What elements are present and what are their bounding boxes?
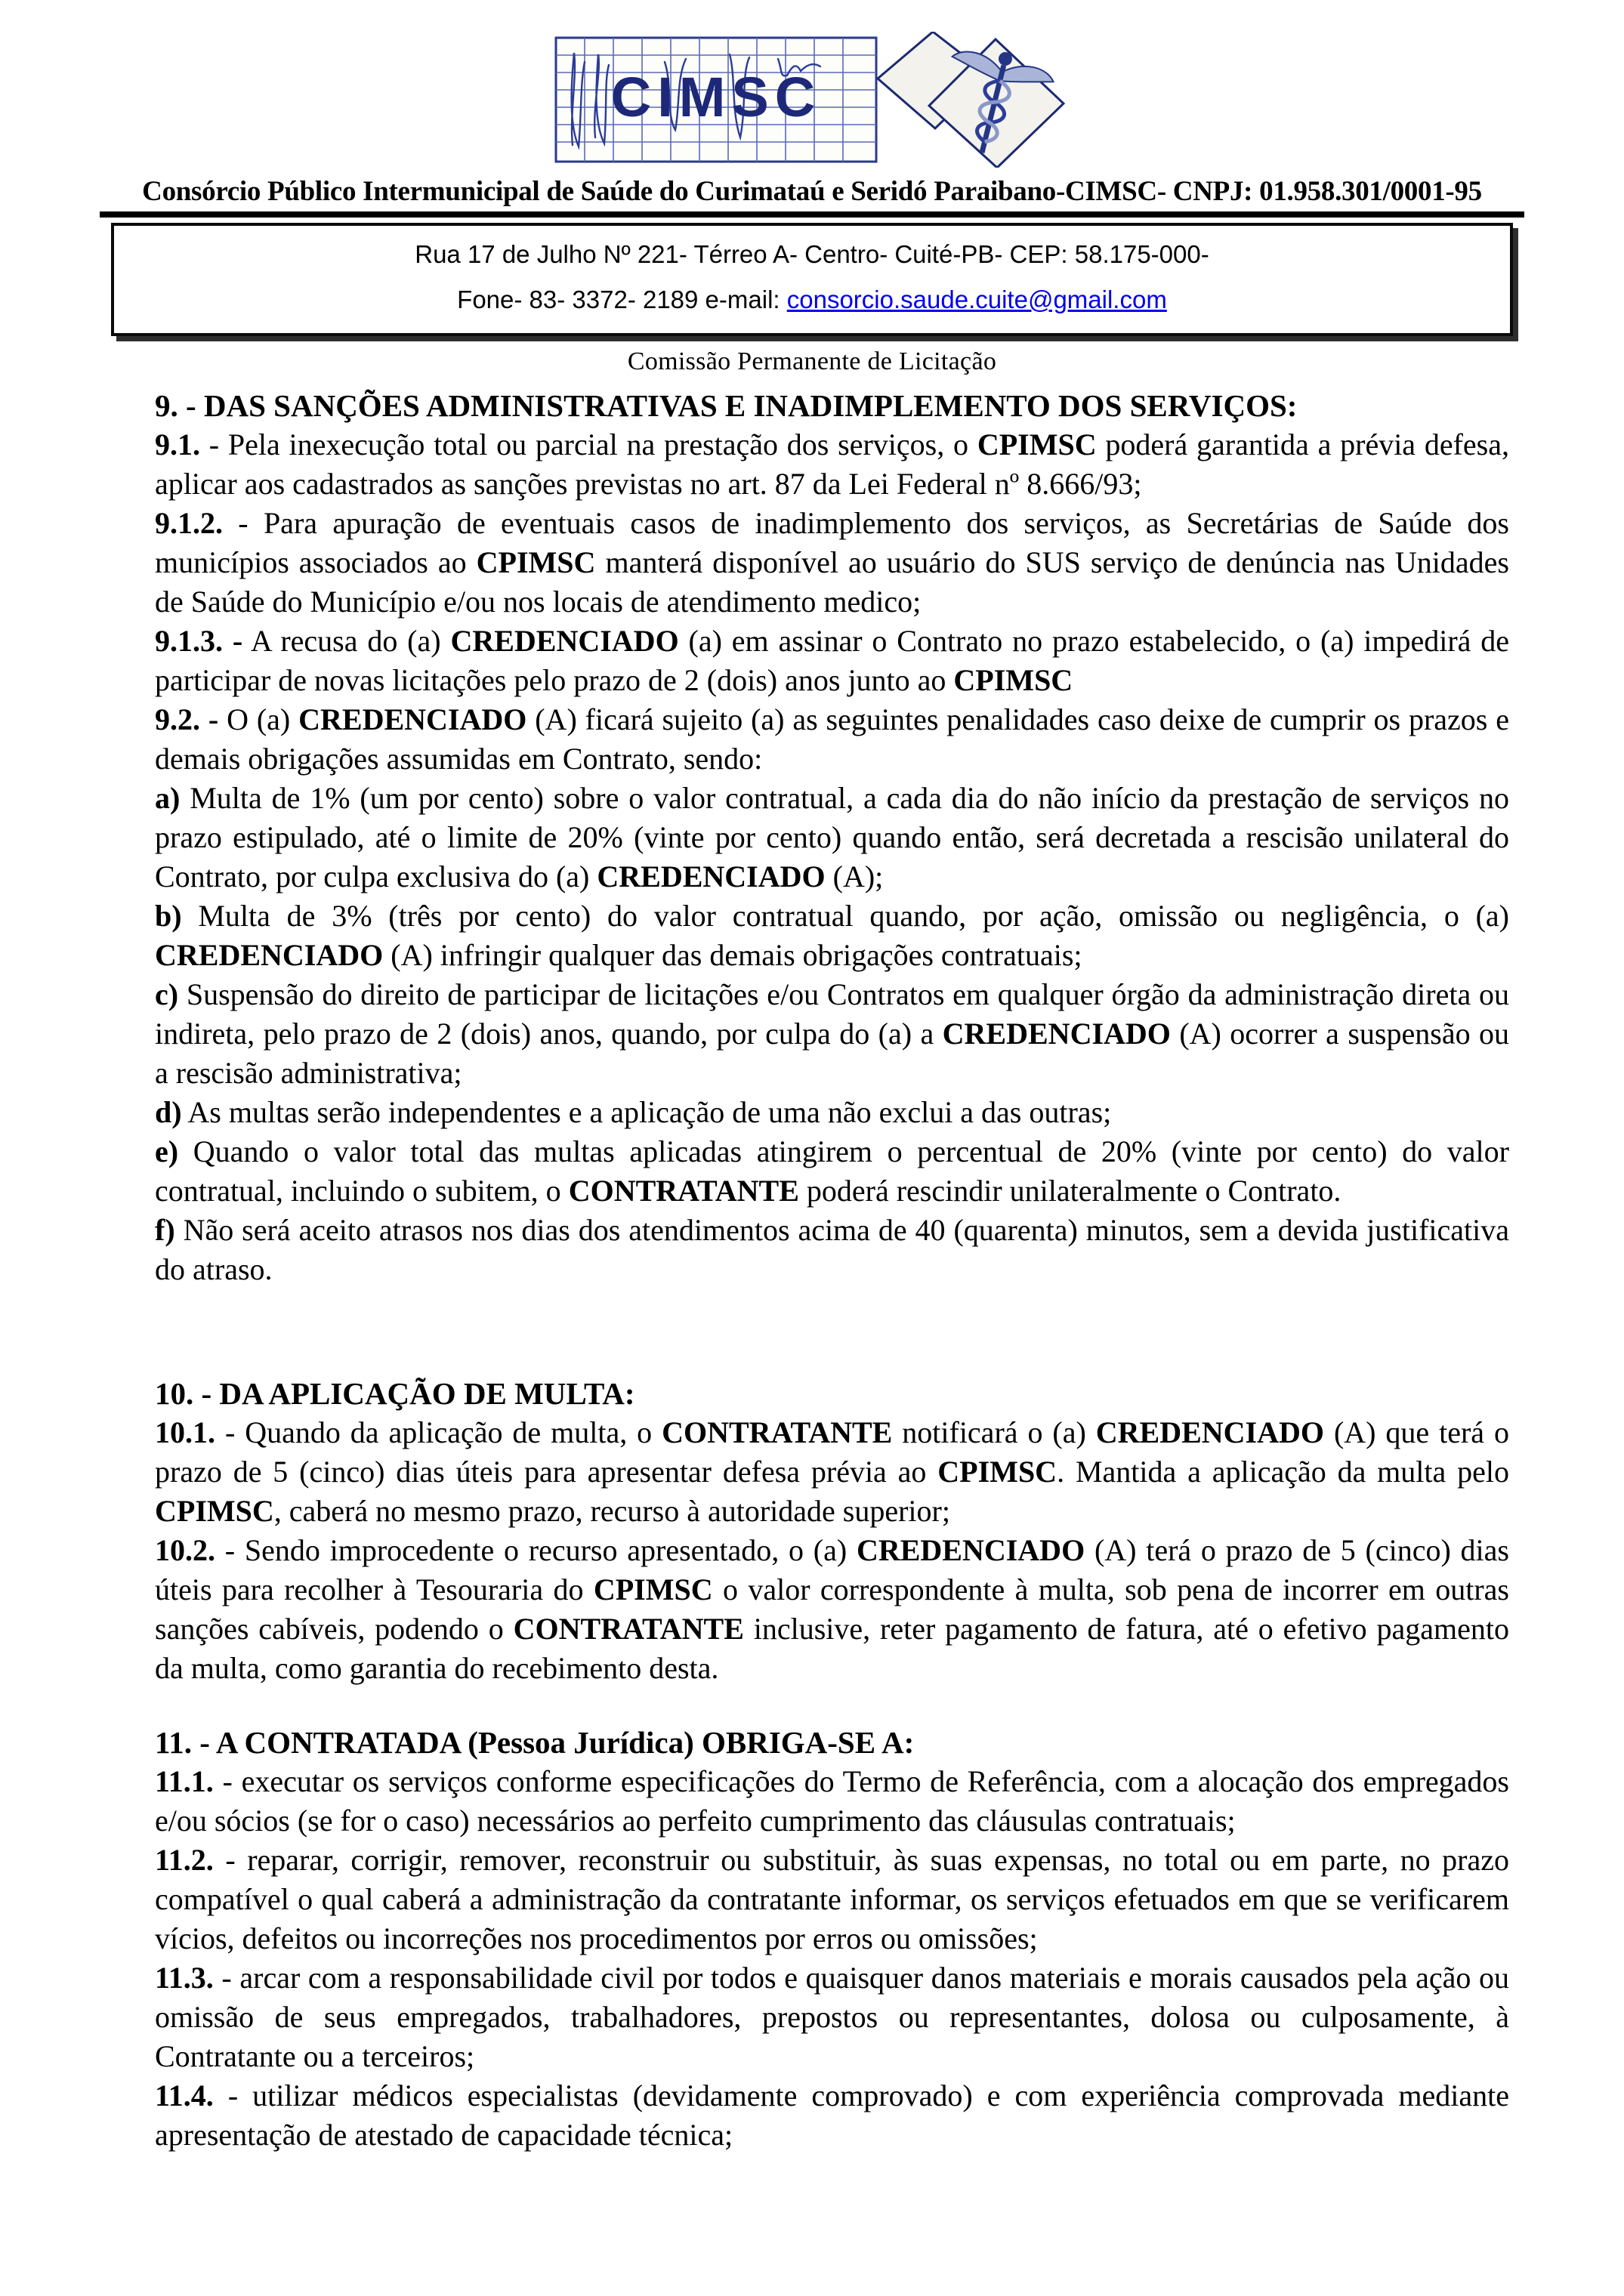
clause-9-2-e: e) Quando o valor total das multas aplicadas atingirem o percentual de 20% (vinte por cento) do valor contratual, incluindo o subitem, o CONTRATANTE poderá rescindir unilateralmente o Contrato. <box>155 1134 1509 1208</box>
section-11-heading: 11. - A CONTRATADA (Pessoa Jurídica) OBRIGA-SE A: <box>155 1725 915 1760</box>
clause-9-2-c: c) Suspensão do direito de participar de licitações e/ou Contratos em qualquer órgão da administração direta ou indireta, pelo prazo de 2 (dois) anos, quando, por culpa do (a) a CREDENCIADO (A) ocorrer a suspensão ou a rescisão administrativa; <box>155 977 1509 1090</box>
clause-10-2: 10.2. - Sendo improcedente o recurso apresentado, o (a) CREDENCIADO (A) terá o prazo de 5 (cinco) dias úteis para recolher à Tesouraria do CPIMSC o valor correspondente à multa, sob pena de incorrer em outras sanções cabíveis, podendo o CONTRATANTE inclusive, reter pagamento de fatura, até o efetivo pagamento da multa, como garantia do recebimento desta. <box>155 1533 1510 1685</box>
clause-9-2-b: b) Multa de 3% (três por cento) do valor contratual quando, por ação, omissão ou negligência, o (a) CREDENCIADO (A) infringir qualquer das demais obrigações contratuais; <box>155 899 1509 972</box>
cimsc-logo-icon <box>551 32 1073 168</box>
clause-9-2-f: f) Não será aceito atrasos nos dias dos atendimentos acima de 40 (quarenta) minutos, sem a devida justificativa do atraso. <box>155 1213 1509 1286</box>
phone-label: Fone- 83- 3372- 2189 e-mail: <box>457 285 787 313</box>
phone-line <box>114 282 1510 318</box>
clause-11-1: 11.1. - executar os serviços conforme especificações do Termo de Referência, com a alocação dos empregados e/ou sócios (se for o caso) necessários ao perfeito cumprimento das cláusulas contratuais; <box>155 1764 1509 1838</box>
section-10-heading: 10. - DA APLICAÇÃO DE MULTA: <box>155 1376 635 1411</box>
ekg-grid-icon <box>556 38 876 162</box>
header-rule <box>100 175 1524 218</box>
logo <box>0 0 1624 168</box>
clause-9-1-3: 9.1.3. - A recusa do (a) CREDENCIADO (a) em assinar o Contrato no prazo estabelecido, o (a) impedirá de participar de novas licitações pelo prazo de 2 (dois) anos junto ao CPIMSC <box>155 624 1510 697</box>
caduceus-icon <box>878 32 1064 168</box>
clause-11-3: 11.3. - arcar com a responsabilidade civil por todos e quaisquer danos materiais e morais causados pela ação ou omissão de seus empregados, trabalhadores, prepostos ou representantes, dolosa ou culposamente, à Contratante ou a terceiros; <box>155 1961 1509 2073</box>
clause-9-1: 9.1. - Pela inexecução total ou parcial na prestação dos serviços, o CPIMSC poderá garantida a prévia defesa, aplicar aos cadastrados as sanções previstas no art. 87 da Lei Federal nº 8.666/93; <box>155 427 1509 501</box>
commission-label: Comissão Permanente de Licitação <box>627 347 997 375</box>
document-body <box>155 386 1509 2155</box>
section-9-heading: 9. - DAS SANÇÕES ADMINISTRATIVAS E INADIMPLEMENTO DOS SERVIÇOS: <box>155 388 1298 423</box>
logo-acronym: CIMSC <box>610 66 822 128</box>
clause-9-2-d: d) As multas serão independentes e a aplicação de uma não exclui a das outras; <box>155 1095 1112 1129</box>
clause-10-1: 10.1. - Quando da aplicação de multa, o CONTRATANTE notificará o (a) CREDENCIADO (A) que terá o prazo de 5 (cinco) dias úteis para apresentar defesa prévia ao CPIMSC. Mantida a aplicação da multa pelo CPIMSC, caberá no mesmo prazo, recurso à autoridade superior; <box>155 1415 1509 1528</box>
clause-9-1-2: 9.1.2. - Para apuração de eventuais casos de inadimplemento dos serviços, as Secretárias de Saúde dos municípios associados ao CPIMSC manterá disponível ao usuário do SUS serviço de denúncia nas Unidades de Saúde do Município e/ou nos locais de atendimento medico; <box>155 506 1509 619</box>
contact-info-box <box>111 223 1513 336</box>
email-link[interactable]: consorcio.saude.cuite@gmail.com <box>786 285 1167 313</box>
clause-9-2-a: a) Multa de 1% (um por cento) sobre o valor contratual, a cada dia do não início da prestação de serviços no prazo estipulado, até o limite de 20% (vinte por cento) quando então, será decretada a rescisão unilateral do Contrato, por culpa exclusiva do (a) CREDENCIADO (A); <box>155 781 1509 893</box>
address-line: Rua 17 de Julho Nº 221- Térreo A- Centro- Cuité-PB- CEP: 58.175-000- <box>415 240 1209 268</box>
clause-9-2: 9.2. - O (a) CREDENCIADO (A) ficará sujeito (a) as seguintes penalidades caso deixe de cumprir os prazos e demais obrigações assumidas em Contrato, sendo: <box>155 702 1509 776</box>
clause-11-4: 11.4. - utilizar médicos especialistas (devidamente comprovado) e com experiência comprovada mediante apresentação de atestado de capacidade técnica; <box>155 2078 1509 2152</box>
clause-11-2: 11.2. - reparar, corrigir, remover, reconstruir ou substituir, às suas expensas, no total ou em parte, no prazo compatível o qual caberá a administração da contratante informar, os serviços efetuados em que se verificarem vícios, defeitos ou incorreções nos procedimentos por erros ou omissões; <box>155 1843 1509 1955</box>
page-title: Consórcio Público Intermunicipal de Saúde do Curimataú e Seridó Paraibano-CIMSC- CNPJ: 01.958.301/0001-95 <box>142 176 1482 207</box>
